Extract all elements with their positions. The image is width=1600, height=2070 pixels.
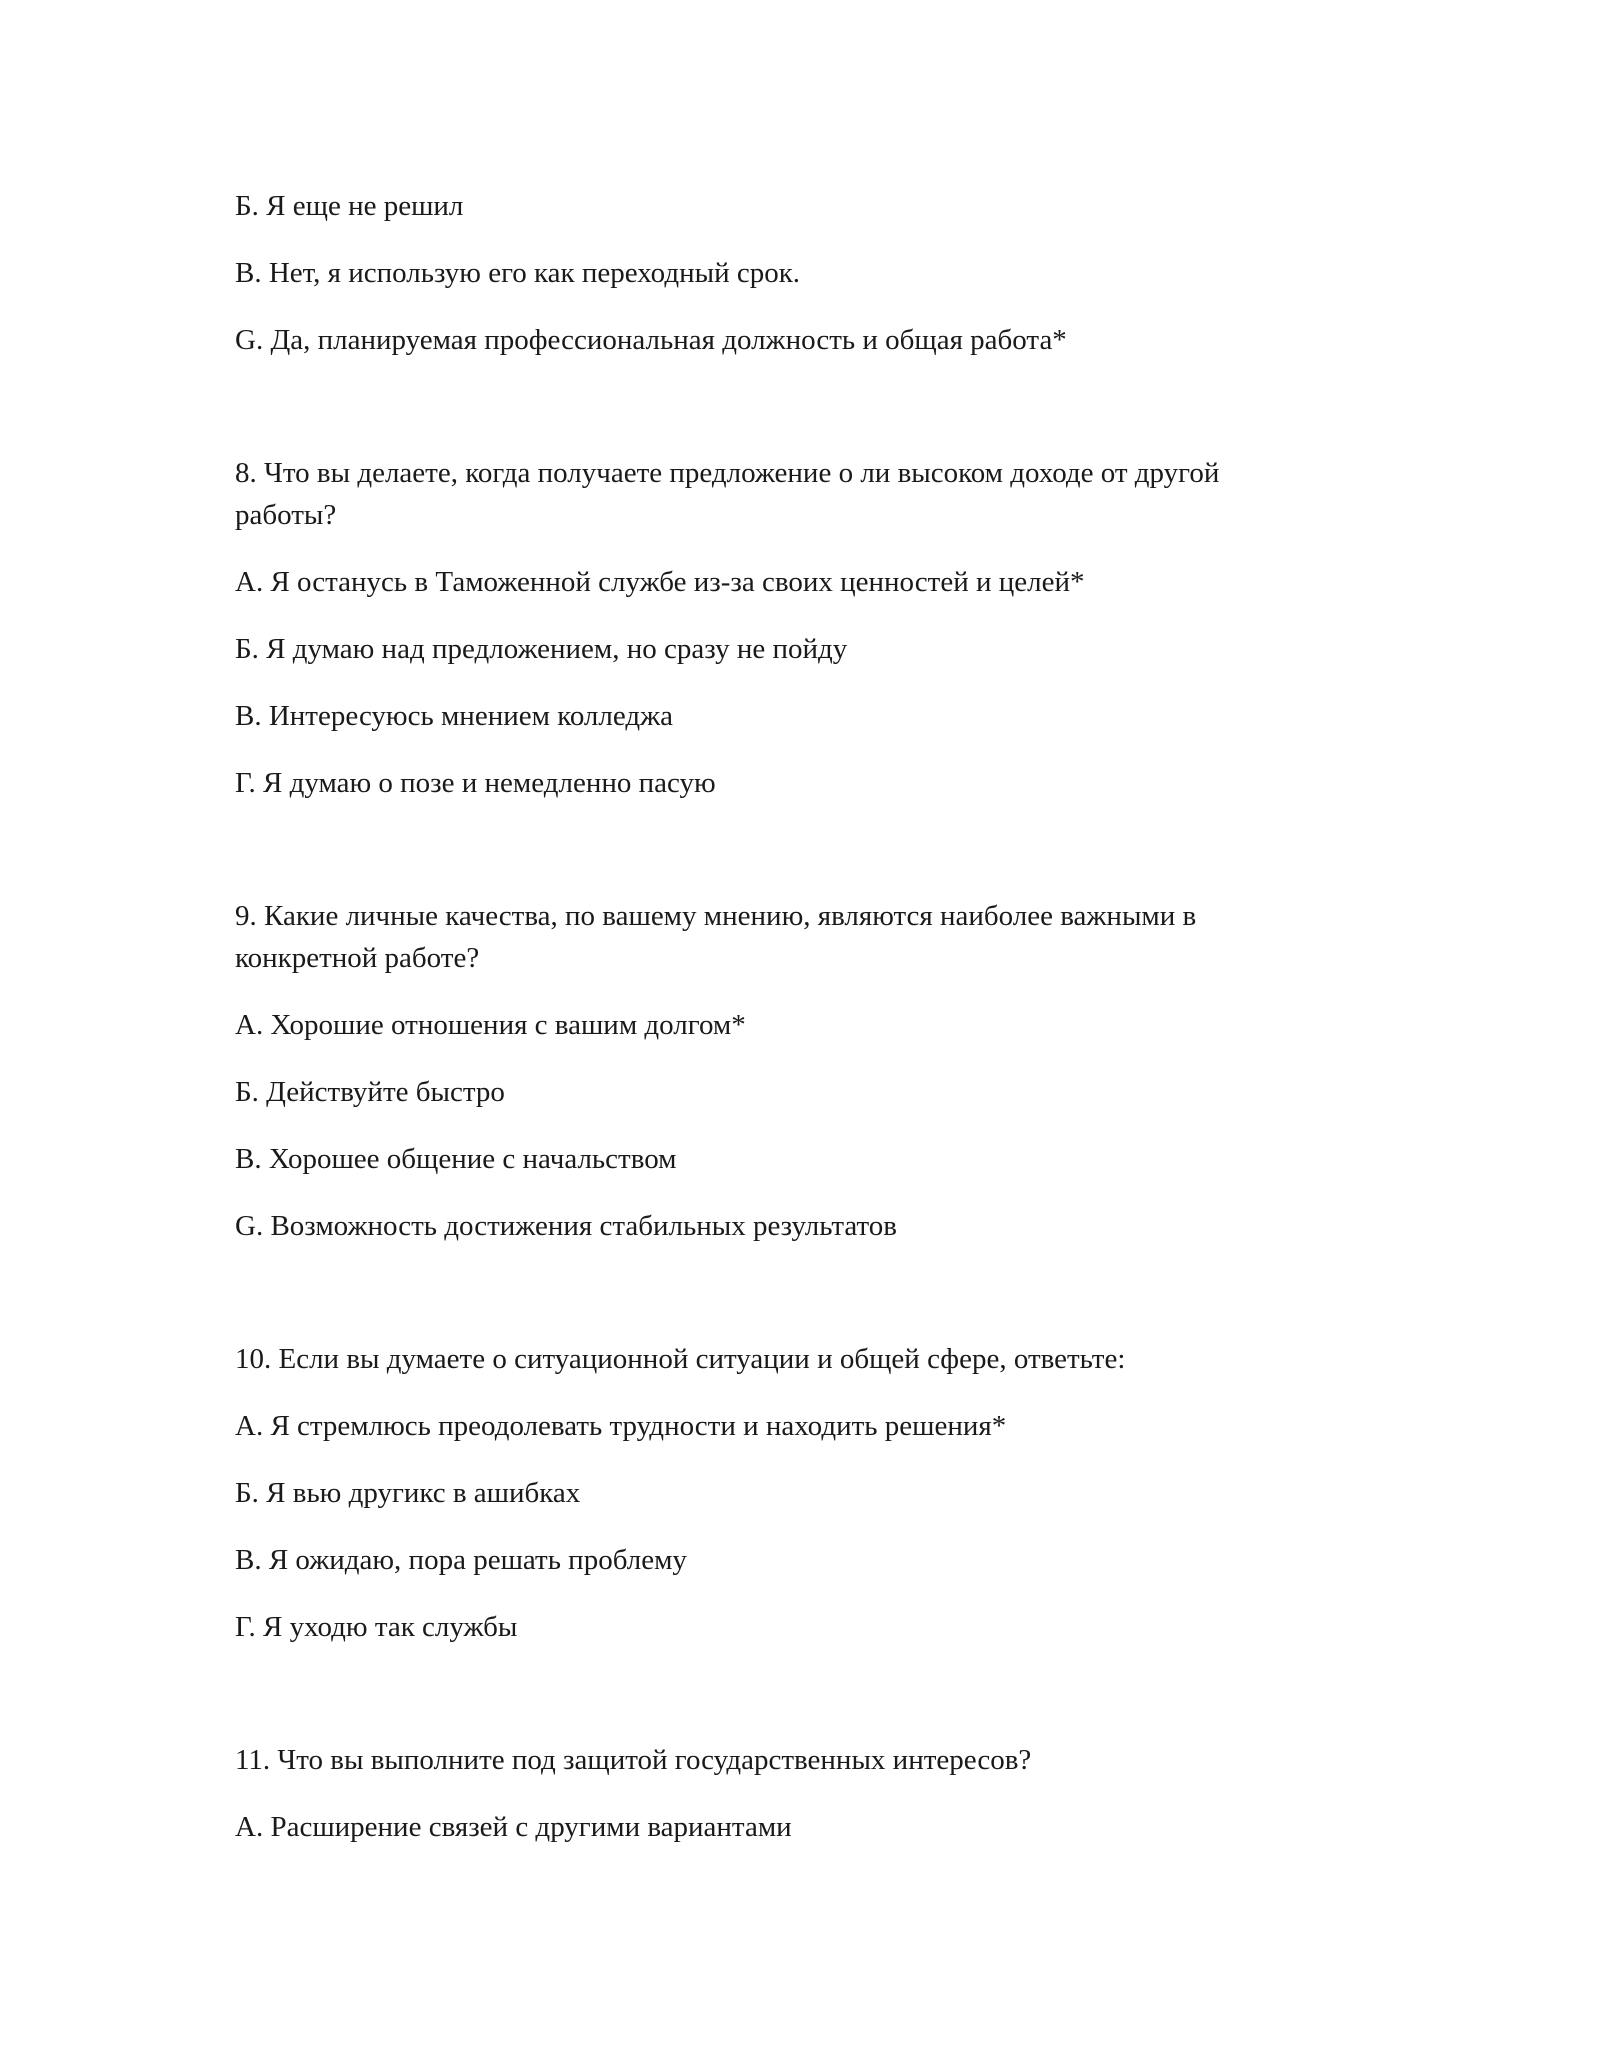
answer-option: G. Да, планируемая профессиональная должность и общая работа*	[235, 324, 1067, 356]
answer-option: В. Хорошее общение с начальством	[235, 1143, 677, 1175]
answer-option: Г. Я думаю о позе и немедленно пасую	[235, 767, 716, 799]
answer-option: A. Хорошие отношения с вашим долгом*	[235, 1009, 746, 1041]
question-text: 8. Что вы делаете, когда получаете предложение о ли высоком доходе от другой	[235, 457, 1220, 489]
answer-option: A. Я стремлюсь преодолевать трудности и находить решения*	[235, 1410, 1007, 1442]
answer-option: Б. Я вью другикс в ашибках	[235, 1477, 581, 1509]
question-text: работы?	[235, 499, 337, 531]
question-text: 9. Какие личные качества, по вашему мнению, являются наиболее важными в	[235, 900, 1197, 932]
question-text: 11. Что вы выполните под защитой государственных интересов?	[235, 1744, 1032, 1776]
answer-option: В. Нет, я использую его как переходный срок.	[235, 257, 801, 289]
question-text: конкретной работе?	[235, 942, 480, 974]
answer-option: A. Я останусь в Таможенной службе из-за своих ценностей и целей*	[235, 566, 1085, 598]
answer-option: A. Расширение связей с другими вариантами	[235, 1811, 792, 1843]
answer-option: Г. Я уходю так службы	[235, 1611, 518, 1643]
answer-option: В. Интересуюсь мнением колледжа	[235, 700, 674, 732]
answer-option: В. Я ожидаю, пора решать проблему	[235, 1544, 687, 1576]
answer-option: Б. Я думаю над предложением, но сразу не пойду	[235, 633, 848, 665]
answer-option: G. Возможность достижения стабильных результатов	[235, 1210, 897, 1242]
answer-option: Б. Я еще не решил	[235, 190, 464, 222]
answer-option: Б. Действуйте быстро	[235, 1076, 505, 1108]
question-text: 10. Если вы думаете о ситуационной ситуации и общей сфере, ответьте:	[235, 1343, 1126, 1375]
